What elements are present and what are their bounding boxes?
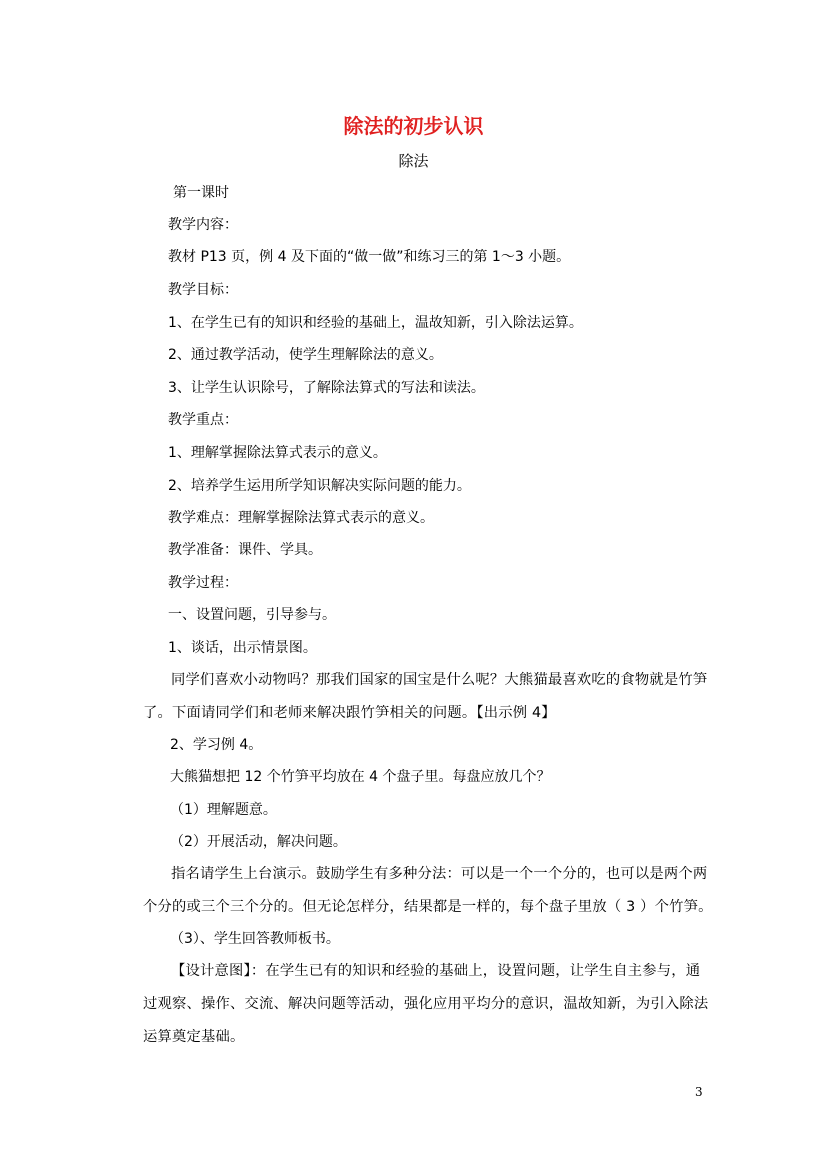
preparation-text: 教学准备：课件、学具。: [168, 542, 322, 558]
goal-item: 1、在学生已有的知识和经验的基础上，温故知新，引入除法运算。: [168, 315, 583, 331]
document-title: 除法的初步认识: [343, 114, 484, 138]
section-subtitle: 除法: [398, 152, 429, 170]
process-heading: 教学过程：: [168, 575, 238, 591]
step-item: 2、学习例 4。: [170, 737, 263, 753]
lesson-period: 第一课时: [173, 185, 229, 201]
teaching-content-text: 教材 P13 页，例 4 及下面的“做一做”和练习三的第 1～3 小题。: [168, 249, 571, 265]
design-intent-paragraph: 【设计意图】：在学生已有的知识和经验的基础上，设置问题，让学生自主参与，通过观察、操作、交流、解决问题等活动，强化应用平均分的意识，温故知新，为引入除法运算奠定基础。: [143, 963, 709, 1045]
activity-paragraph: 指名请学生上台演示。鼓励学生有多种分法：可以是一个一个分的，也可以是两个两个分的或三个三个分的。但无论怎样分，结果都是一样的，每个盘子里放（ 3 ）个竹笋。: [143, 866, 713, 915]
teaching-content-heading: 教学内容：: [168, 217, 238, 233]
sub-step: （2）开展活动，解决问题。: [170, 834, 347, 850]
teaching-goals-heading: 教学目标：: [168, 282, 238, 298]
key-point-item: 2、培养学生运用所学知识解决实际问题的能力。: [168, 478, 471, 494]
goal-item: 2、通过教学活动，使学生理解除法的意义。: [168, 347, 443, 363]
sub-step: （3）、学生回答教师板书。: [170, 931, 340, 947]
key-point-item: 1、理解掌握除法算式表示的意义。: [168, 445, 387, 461]
page-number: 3: [695, 1085, 703, 1099]
difficulty-text: 教学难点：理解掌握除法算式表示的意义。: [168, 510, 434, 526]
intro-paragraph: 同学们喜欢小动物吗？那我们国家的国宝是什么呢？大熊猫最喜欢吃的食物就是竹笋了。下面请同学们和老师来解决跟竹笋相关的问题。【出示例 4】: [143, 672, 708, 721]
goal-item: 3、让学生认识除号，了解除法算式的写法和读法。: [168, 380, 485, 396]
step-item: 1、谈话，出示情景图。: [168, 640, 317, 656]
example-problem: 大熊猫想把 12 个竹笋平均放在 4 个盘子里。每盘应放几个？: [170, 769, 551, 785]
key-points-heading: 教学重点：: [168, 412, 238, 428]
sub-step: （1）理解题意。: [170, 802, 277, 818]
step-heading: 一、设置问题，引导参与。: [168, 607, 336, 623]
